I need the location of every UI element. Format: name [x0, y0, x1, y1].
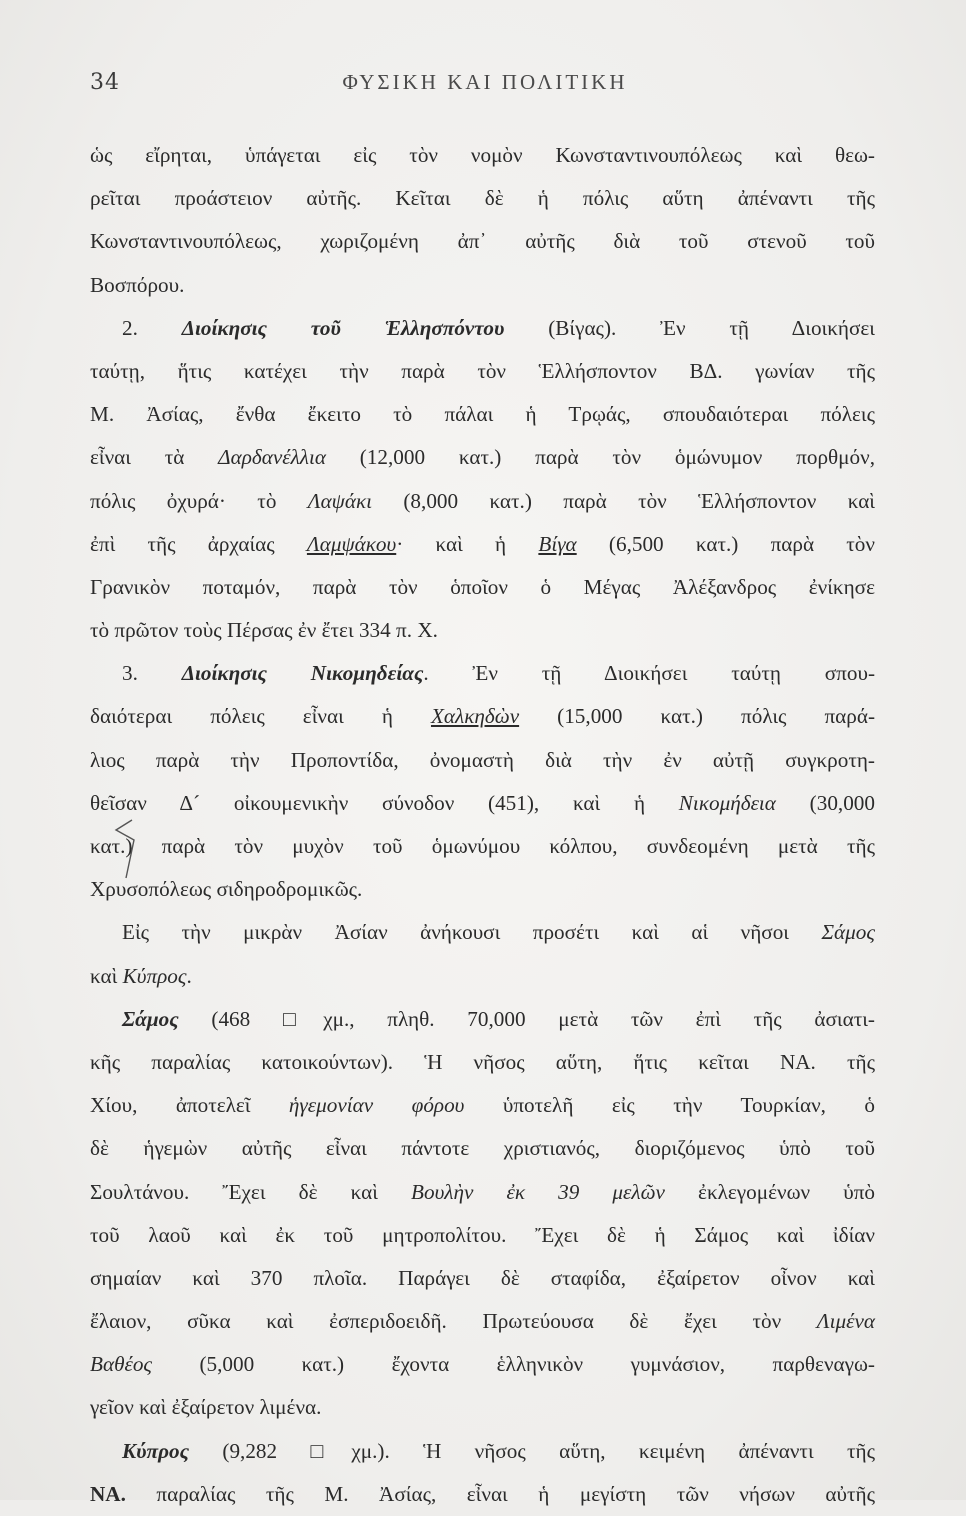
- emphasized-text: Χαλκηδὼν: [430, 704, 520, 729]
- text-line: [90, 911, 875, 954]
- emphasized-text: Λαμψάκου: [306, 531, 397, 556]
- text-span: Χίου, ἀποτελεῖ: [90, 1093, 289, 1118]
- text-line: [90, 177, 875, 220]
- emphasized-text: Σάμος: [122, 1006, 179, 1031]
- text-line: [90, 1084, 875, 1127]
- text-span: ἐπὶ τῆς ἀρχαίας: [90, 531, 307, 556]
- text-span: (Βίγας). Ἐν τῇ Διοικήσει: [504, 315, 876, 340]
- text-span: . Ἐν τῇ Διοικήσει ταύτῃ σπου-: [423, 661, 875, 686]
- emphasized-text: Λιμένα: [816, 1309, 875, 1334]
- text-span: τὸ πρῶτον τοὺς Πέρσας ἐν ἔτει 334 π. Χ.: [90, 618, 438, 643]
- text-line: [90, 1171, 875, 1214]
- text-span: γεῖον καὶ ἐξαίρετον λιμένα.: [90, 1395, 322, 1420]
- text-span: (9,282 □χμ.). Ἡ νῆσος αὕτη, κειμένη ἀπέναντι τῆς: [189, 1438, 875, 1463]
- text-span: Γρανικὸν ποταμόν, παρὰ τὸν ὁποῖον ὁ Μέγας Ἀλέξανδρος ἐνίκησε: [90, 574, 875, 599]
- emphasized-text: Βαθέος: [90, 1352, 153, 1377]
- text-span: (468 □χμ., πληθ. 70,000 μετὰ τῶν ἐπὶ τῆς ἀσιατι-: [178, 1006, 875, 1031]
- text-span: Κωνσταντινουπόλεως, χωριζομένη ἀπ᾽ αὐτῆς διὰ τοῦ στενοῦ τοῦ: [90, 229, 875, 254]
- text-line: [90, 955, 875, 998]
- emphasized-text: Σάμος: [821, 920, 875, 945]
- text-line: [90, 1041, 875, 1084]
- text-span: .: [186, 963, 192, 988]
- page-header: [90, 70, 880, 106]
- text-span: (15,000 κατ.) πόλις παρά-: [519, 704, 875, 729]
- running-title: ΦΥΣΙΚΗ ΚΑΙ ΠΟΛΙΤΙΚΗ: [342, 70, 628, 94]
- text-line: [90, 1386, 875, 1429]
- text-span: ἔλαιον, σῦκα καὶ ἐσπεριδοειδῆ. Πρωτεύουσα δὲ ἔχει τὸν: [90, 1309, 817, 1334]
- text-line: [90, 436, 875, 479]
- text-line: [90, 652, 875, 695]
- text-span: ὡς εἴρηται, ὑπάγεται εἰς τὸν νομὸν Κωνσταντινουπόλεως καὶ θεω-: [90, 143, 875, 167]
- text-line: [90, 1257, 875, 1300]
- body-text: [90, 134, 875, 1516]
- text-span: (12,000 κατ.) παρὰ τὸν ὁμώνυμον πορθμόν,: [325, 445, 875, 470]
- text-line: [90, 220, 875, 263]
- emphasized-text: ἡγεμονίαν φόρου: [288, 1093, 465, 1118]
- text-span: Σουλτάνου. Ἔχει δὲ καὶ: [90, 1179, 412, 1204]
- emphasized-text: Κύπρος: [122, 963, 187, 988]
- emphasized-text: Βουλὴν ἐκ 39 μελῶν: [411, 1179, 665, 1204]
- text-line: [90, 782, 875, 825]
- text-span: 2.: [122, 315, 182, 340]
- page-number: 34: [90, 70, 120, 95]
- text-line: [90, 350, 875, 393]
- text-line: [90, 1430, 875, 1473]
- text-span: 3.: [122, 661, 182, 686]
- text-span: τοῦ λαοῦ καὶ ἐκ τοῦ μητροπολίτου. Ἔχει δὲ ἡ Σάμος καὶ ἰδίαν: [90, 1222, 875, 1247]
- text-span: δὲ ἡγεμὼν αὐτῆς εἶναι πάντοτε χριστιανός, διοριζόμενος ὑπὸ τοῦ: [90, 1136, 875, 1161]
- text-span: δαιότεραι πόλεις εἶναι ἡ: [90, 704, 431, 729]
- text-line: [90, 1214, 875, 1257]
- text-line: [90, 1343, 875, 1386]
- text-line: [90, 523, 875, 566]
- text-span: ταύτῃ, ἥτις κατέχει τὴν παρὰ τὸν Ἑλλήσποντον ΒΔ. γωνίαν τῆς: [90, 358, 875, 383]
- text-line: [90, 480, 875, 523]
- text-span: κατ.) παρὰ τὸν μυχὸν τοῦ ὁμωνύμου κόλπου, συνδεομένη μετὰ τῆς: [90, 834, 875, 858]
- text-span: θεῖσαν Δ´ οἰκουμενικὴν σύνοδον (451), καὶ ἡ: [90, 790, 679, 815]
- emphasized-text: Διοίκησις τοῦ Ἑλλησπόντου: [181, 315, 505, 340]
- text-span: Μ. Ἀσίας, ἔνθα ἔκειτο τὸ πάλαι ἡ Τρῳάς, σπουδαιότεραι πόλεις: [90, 402, 875, 427]
- emphasized-text: Διοίκησις Νικομηδείας: [181, 661, 424, 686]
- text-span: (8,000 κατ.) παρὰ τὸν Ἑλλήσποντον καὶ: [372, 488, 875, 513]
- text-line: [90, 739, 875, 782]
- emphasized-text: Λαψάκι: [307, 488, 373, 513]
- text-line: [90, 695, 875, 738]
- text-span: (6,500 κατ.) παρὰ τὸν: [576, 531, 875, 556]
- text-span: πόλις ὀχυρά· τὸ: [90, 488, 308, 513]
- text-span: εἶναι τὰ: [90, 445, 219, 470]
- text-line: [90, 825, 875, 868]
- text-line: [90, 998, 875, 1041]
- text-line: [90, 868, 875, 911]
- emphasized-text: Κύπρος: [122, 1438, 190, 1463]
- emphasized-text: Βίγα: [538, 531, 577, 556]
- text-span: ρεῖται προάστειον αὐτῆς. Κεῖται δὲ ἡ πόλις αὕτη ἀπέναντι τῆς: [90, 186, 875, 211]
- text-span: (5,000 κατ.) ἔχοντα ἑλληνικὸν γυμνάσιον, παρθεναγω-: [152, 1352, 875, 1377]
- text-span: Βοσπόρου.: [90, 272, 185, 297]
- text-span: ἐκλεγομένων ὑπὸ: [664, 1179, 875, 1204]
- text-line: [90, 134, 875, 177]
- text-span: λιος παρὰ τὴν Προποντίδα, ὀνομαστὴ διὰ τὴν ἐν αὐτῇ συγκροτη-: [90, 747, 875, 772]
- text-line: [90, 1300, 875, 1343]
- emphasized-text: Δαρδανέλλια: [218, 445, 326, 470]
- text-span: Χρυσοπόλεως σιδηροδρομικῶς.: [90, 877, 363, 902]
- text-span: σημαίαν καὶ 370 πλοῖα. Παράγει δὲ σταφίδα, ἐξαίρετον οἶνον καὶ: [90, 1265, 875, 1290]
- text-span: ὑποτελῆ εἰς τὴν Τουρκίαν, ὁ: [464, 1093, 875, 1118]
- text-span: κῆς παραλίας κατοικούντων). Ἡ νῆσος αὕτη, ἥτις κεῖται ΝΑ. τῆς: [90, 1049, 875, 1074]
- text-span: καὶ: [90, 963, 123, 988]
- text-line: [90, 609, 875, 652]
- text-line: [90, 264, 875, 307]
- text-span: παραλίας τῆς Μ. Ἀσίας, εἶναι ἡ μεγίστη τῶν νήσων αὐτῆς: [125, 1481, 875, 1506]
- emphasized-text: Νικομήδεια: [678, 790, 776, 815]
- text-span: · καὶ ἡ: [396, 531, 539, 556]
- emphasized-text: ΝΑ.: [90, 1481, 126, 1506]
- text-line: [90, 1473, 875, 1516]
- text-line: [90, 393, 875, 436]
- text-line: [90, 1127, 875, 1170]
- text-line: [90, 307, 875, 350]
- text-span: Εἰς τὴν μικρὰν Ἀσίαν ἀνήκουσι προσέτι καὶ αἱ νῆσοι: [122, 920, 822, 945]
- text-line: [90, 566, 875, 609]
- text-span: (30,000: [775, 790, 875, 815]
